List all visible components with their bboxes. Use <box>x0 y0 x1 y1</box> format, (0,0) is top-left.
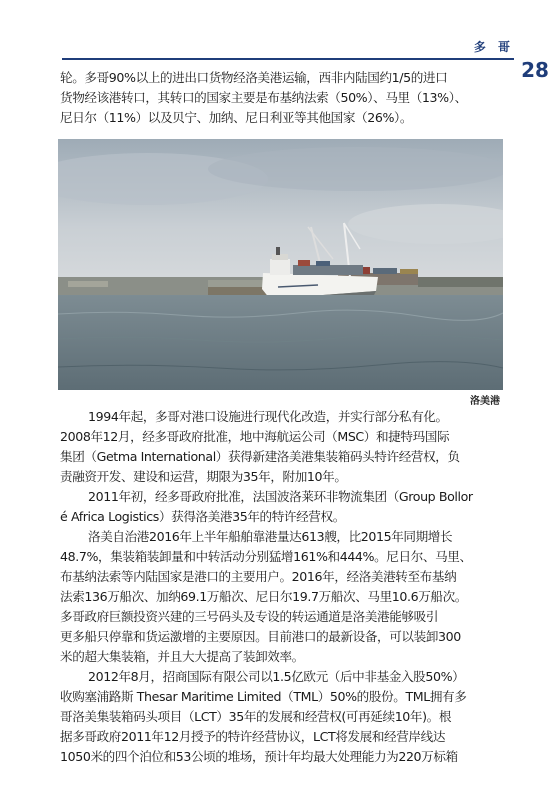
body-line: 法索136万船次、加纳69.1万船次、尼日尔19.7万船次、马里10.6万船次。 <box>60 589 468 604</box>
body-line: 1994年起，多哥对港口设施进行现代化改造，并实行部分私有化。 <box>88 409 448 424</box>
photo-caption: 洛美港 <box>470 396 500 407</box>
body-line: 洛美自治港2016年上半年船舶靠港量达613艘，比2015年同期增长 <box>88 529 453 544</box>
body-line: 48.7%，集装箱装卸量和中转活动分别猛增161%和444%。尼日尔、马里、 <box>60 549 472 564</box>
body-line: 集团（Getma International）获得新建洛美港集装箱码头特许经营权，负 <box>60 449 460 464</box>
body-line: 据多哥政府2011年12月授予的特许经营协议，LCT将发展和经营岸线达 <box>60 729 446 744</box>
page-number: 28 <box>521 58 549 82</box>
body-line: 收购塞浦路斯 Thesar Maritime Limited（TML）50%的股份。TML拥有多 <box>60 689 467 704</box>
body-line: 布基纳法索等内陆国家是港口的主要用户。2016年，经洛美港转至布基纳 <box>60 569 457 584</box>
body-line: 哥洛美集装箱码头项目（LCT）35年的发展和经营权(可再延续10年)。根 <box>60 709 452 724</box>
body-line: é Africa Logistics）获得洛美港35年的特许经营权。 <box>60 509 345 524</box>
header-rule <box>62 58 514 60</box>
cargo-ship-port-photo <box>58 139 503 390</box>
intro-line: 尼日尔（11%）以及贝宁、加纳、尼日利亚等其他国家（26%）。 <box>60 110 413 125</box>
body-line: 米的超大集装箱，并且大大提高了装卸效率。 <box>60 649 304 664</box>
body-line: 1050米的四个泊位和53公顷的堆场，预计年均最大处理能力为220万标箱 <box>60 749 458 764</box>
body-line: 责融资开发、建设和运营，期限为35年，附加10年。 <box>60 469 347 484</box>
body-line: 2011年初，经多哥政府批准，法国波洛莱环非物流集团（Group Bollor <box>88 489 473 504</box>
section-title: 多 哥 <box>473 40 514 54</box>
body-line: 更多船只停靠和货运激增的主要原因。目前港口的最新设备，可以装卸300 <box>60 629 461 644</box>
body-line: 多哥政府巨额投资兴建的三号码头及专设的转运通道是洛美港能够吸引 <box>60 609 439 624</box>
body-line: 2012年8月，招商国际有限公司以1.5亿欧元（后中非基金入股50%） <box>88 669 465 684</box>
body-line: 2008年12月，经多哥政府批准，地中海航运公司（MSC）和捷特玛国际 <box>60 429 450 444</box>
intro-line: 货物经该港转口，其转口的国家主要是布基纳法索（50%）、马里（13%）、 <box>60 90 467 105</box>
intro-line: 轮。多哥90%以上的进出口货物经洛美港运输，西非内陆国约1/5的进口 <box>60 70 448 85</box>
